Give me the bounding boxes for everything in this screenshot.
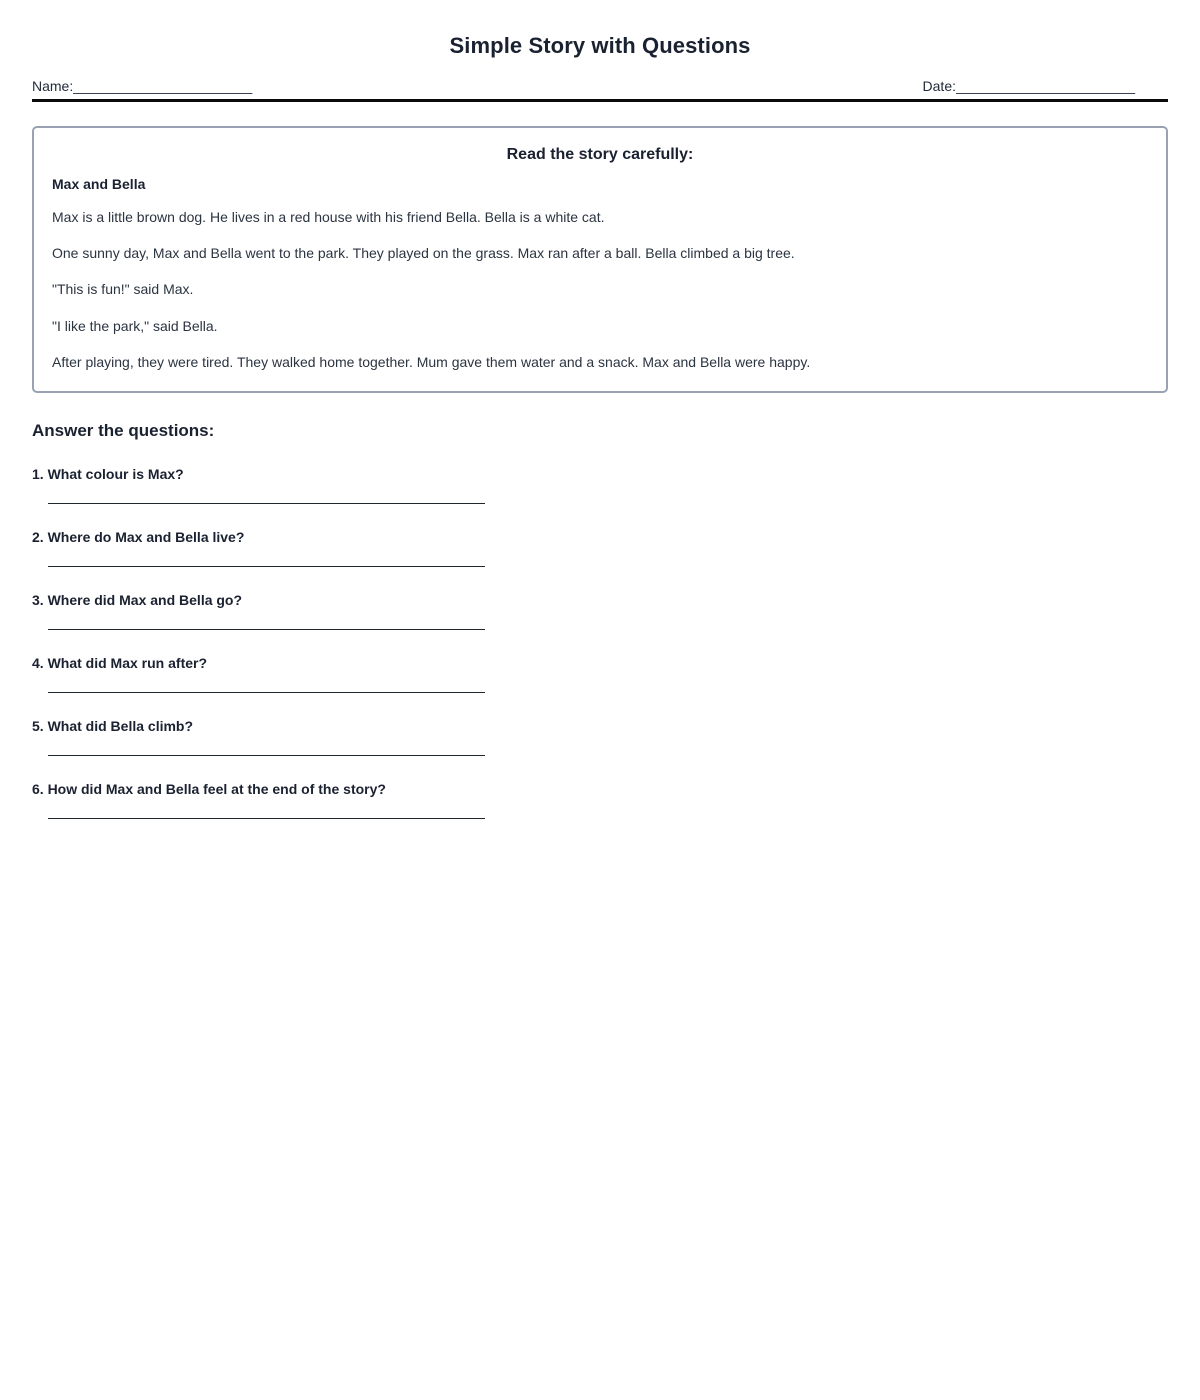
question-text: 4. What did Max run after? xyxy=(32,654,208,671)
question-item xyxy=(32,655,1168,693)
story-paragraph: One sunny day, Max and Bella went to the park. They played on the grass. Max ran after a ball. Bella climbed a big tree. xyxy=(52,245,795,262)
name-label: Name: xyxy=(32,78,74,94)
questions-heading: Answer the questions: xyxy=(32,420,215,440)
answer-line[interactable] xyxy=(48,818,485,819)
question-item xyxy=(32,592,1168,630)
story-title: Max and Bella xyxy=(52,176,146,192)
date-input-blank[interactable]: _______________________ xyxy=(956,78,1136,94)
question-text: 6. How did Max and Bella feel at the end of the story? xyxy=(32,780,386,797)
story-paragraph: Max is a little brown dog. He lives in a red house with his friend Bella. Bella is a white cat. xyxy=(52,209,605,225)
question-item xyxy=(32,529,1168,567)
answer-line[interactable] xyxy=(48,629,485,630)
answer-line[interactable] xyxy=(48,566,485,567)
question-item xyxy=(32,781,1168,819)
question-text: 2. Where do Max and Bella live? xyxy=(32,528,245,545)
name-field[interactable] xyxy=(32,78,285,94)
answer-line[interactable] xyxy=(48,503,485,504)
page-title: Simple Story with Questions xyxy=(449,33,751,58)
date-field[interactable] xyxy=(923,78,1168,94)
question-item xyxy=(32,718,1168,756)
date-label: Date: xyxy=(922,78,956,94)
story-instruction: Read the story carefully: xyxy=(506,146,694,163)
student-meta-row xyxy=(32,78,1168,102)
story-paragraph: "I like the park," said Bella. xyxy=(52,317,218,334)
answer-line[interactable] xyxy=(48,755,485,756)
question-text: 5. What did Bella climb? xyxy=(32,717,194,734)
story-paragraph: "This is fun!" said Max. xyxy=(52,281,194,298)
question-text: 3. Where did Max and Bella go? xyxy=(32,591,243,608)
answer-line[interactable] xyxy=(48,692,485,693)
name-input-blank[interactable]: _______________________ xyxy=(73,78,253,94)
story-panel xyxy=(32,126,1168,393)
story-paragraph: After playing, they were tired. They walked home together. Mum gave them water and a snack. Max and Bella were happy. xyxy=(52,353,811,370)
question-text: 1. What colour is Max? xyxy=(32,465,184,482)
question-item xyxy=(32,466,1168,504)
